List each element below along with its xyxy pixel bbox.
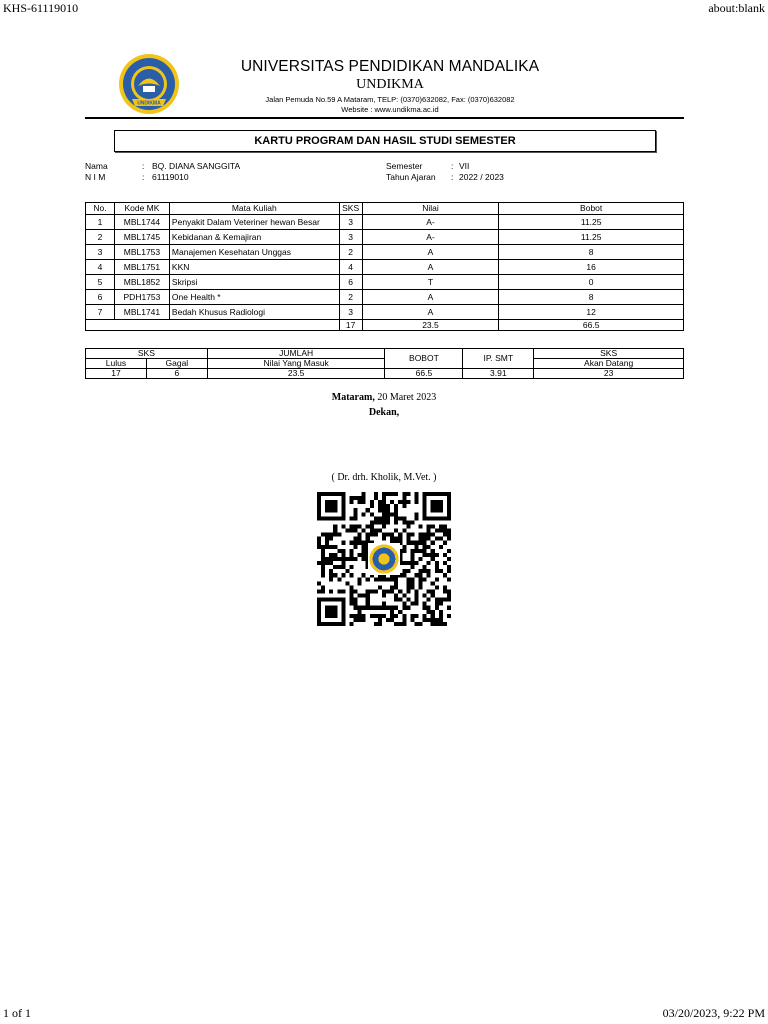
total-bobot: 66.5 [499,320,684,331]
row-mata-kuliah: Manajemen Kesehatan Unggas [169,245,339,260]
student-info-right [386,161,586,185]
row-bobot: 12 [499,305,684,320]
signature-role: Dekan, [368,407,400,418]
university-address: Jalan Pemuda No.59 A Mataram, TELP: (0370)632082, Fax: (0370)632082 [265,95,515,104]
row-no: 4 [86,260,115,275]
table-row [86,230,684,245]
summary-akan: 23 [534,369,684,379]
print-footer-page: 1 of 1 [3,1006,31,1020]
student-info-left [85,161,385,185]
year-label: Tahun Ajaran [386,172,436,182]
qr-code-icon [314,492,454,626]
row-no: 6 [86,290,115,305]
summary-values-row [86,369,684,379]
year-colon: : [451,172,454,182]
nim-value: 61119010 [152,172,189,182]
signature-date: 20 Maret 2023 [377,392,437,403]
col-header-nilai: Nilai [362,203,499,215]
summary-sks2-label: SKS [534,349,684,359]
university-name: UNIVERSITAS PENDIDIKAN MANDALIKA [240,58,540,75]
signature-date-line [0,392,768,403]
nim-label: N I M [85,172,106,182]
row-mata-kuliah: Kebidanan & Kemajiran [169,230,339,245]
summary-nilai-masuk-label: Nilai Yang Masuk [207,359,385,369]
col-header-bobot: Bobot [499,203,684,215]
row-no: 3 [86,245,115,260]
summary-gagal-label: Gagal [146,359,207,369]
row-nilai: A [362,245,499,260]
year-value: 2022 / 2023 [459,172,504,182]
row-bobot: 11.25 [499,215,684,230]
total-label-cell [86,320,340,331]
row-mata-kuliah: KKN [169,260,339,275]
summary-ip-label: IP. SMT [463,349,534,369]
university-website: Website : www.undikma.ac.id [341,105,439,114]
row-bobot: 11.25 [499,230,684,245]
col-header-sks: SKS [339,203,362,215]
semester-label: Semester [386,161,423,171]
summary-bobot-label: BOBOT [385,349,463,369]
summary-ip: 3.91 [463,369,534,379]
grades-table [85,202,684,331]
row-nilai: A [362,290,499,305]
table-row [86,260,684,275]
row-sks: 2 [339,290,362,305]
row-mata-kuliah: Skripsi [169,275,339,290]
row-kode: MBL1751 [114,260,169,275]
print-header-title: KHS-61119010 [3,1,79,15]
row-nilai: A- [362,215,499,230]
row-mata-kuliah: One Health * [169,290,339,305]
row-sks: 3 [339,215,362,230]
name-label: Nama [85,161,108,171]
signature-signer: ( Dr. drh. Kholik, M.Vet. ) [331,472,437,483]
row-no: 7 [86,305,115,320]
row-kode: MBL1744 [114,215,169,230]
row-kode: MBL1852 [114,275,169,290]
table-row [86,305,684,320]
summary-akan-label: Akan Datang [534,359,684,369]
summary-sks-label: SKS [86,349,208,359]
table-row [86,215,684,230]
row-kode: MBL1741 [114,305,169,320]
row-sks: 3 [339,305,362,320]
university-seal-icon [118,53,180,115]
row-bobot: 16 [499,260,684,275]
name-value: BQ. DIANA SANGGITA [152,161,241,171]
row-no: 2 [86,230,115,245]
summary-lulus: 17 [86,369,147,379]
signature-place: Mataram, [331,392,375,403]
summary-gagal: 6 [146,369,207,379]
letterhead-divider [85,117,684,119]
table-row [86,290,684,305]
nim-colon: : [142,172,145,182]
print-footer [3,1006,765,1024]
summary-header-row-2 [86,359,684,369]
col-header-mata-kuliah: Mata Kuliah [169,203,339,215]
name-colon: : [142,161,145,171]
document-title: KARTU PROGRAM DAN HASIL STUDI SEMESTER [114,130,656,152]
row-bobot: 8 [499,290,684,305]
row-kode: MBL1745 [114,230,169,245]
summary-header-row-1 [86,349,684,359]
col-header-no: No. [86,203,115,215]
row-mata-kuliah: Penyakit Dalam Veteriner hewan Besar [169,215,339,230]
letterhead [240,58,540,114]
row-nilai: T [362,275,499,290]
row-sks: 2 [339,245,362,260]
row-mata-kuliah: Bedah Khusus Radiologi [169,305,339,320]
summary-bobot: 66.5 [385,369,463,379]
row-no: 1 [86,215,115,230]
table-row [86,245,684,260]
row-no: 5 [86,275,115,290]
total-nilai: 23.5 [362,320,499,331]
row-sks: 3 [339,230,362,245]
row-kode: PDH1753 [114,290,169,305]
row-nilai: A [362,305,499,320]
semester-value: VII [459,161,470,171]
row-nilai: A- [362,230,499,245]
logo-text: UNDIKMA [137,100,161,107]
row-kode: MBL1753 [114,245,169,260]
grades-header-row [86,203,684,215]
row-sks: 4 [339,260,362,275]
print-header [3,0,765,16]
table-row [86,275,684,290]
row-nilai: A [362,260,499,275]
total-sks: 17 [339,320,362,331]
row-bobot: 8 [499,245,684,260]
row-sks: 6 [339,275,362,290]
summary-jumlah-label: JUMLAH [207,349,385,359]
print-footer-datetime: 03/20/2023, 9:22 PM [662,1006,765,1020]
total-row [86,320,684,331]
summary-table [85,348,684,379]
semester-colon: : [451,161,454,171]
summary-lulus-label: Lulus [86,359,147,369]
row-bobot: 0 [499,275,684,290]
col-header-kode: Kode MK [114,203,169,215]
university-abbr: UNDIKMA [356,77,424,92]
summary-nilai-masuk: 23.5 [207,369,385,379]
print-header-url: about:blank [708,1,765,15]
